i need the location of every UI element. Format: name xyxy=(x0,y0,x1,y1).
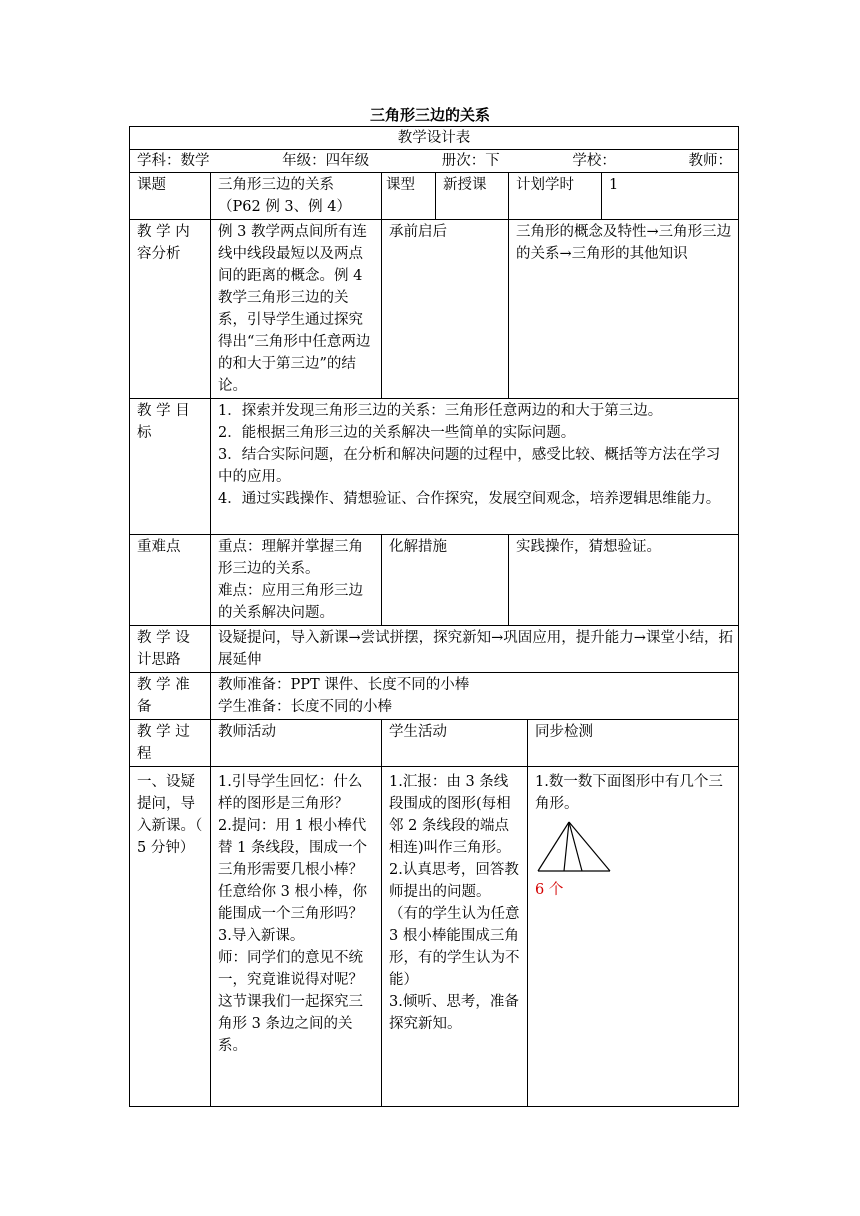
planned-hours-value: 1 xyxy=(602,173,739,220)
stage-one-teacher-activity xyxy=(211,767,382,1107)
teacher-activity-item: 1.引导学生回忆：什么样的图形是三角形？ xyxy=(218,774,363,812)
document-title: 三角形三边的关系 xyxy=(369,106,490,124)
teacher-activity-item: 3.导入新课。 xyxy=(218,928,305,944)
student-activity-item: （有的学生认为任意 3 根小棒能围成三角形，有的学生认为不能） xyxy=(389,906,520,988)
student-activity-item: 1.汇报：由 3 条线段围成的图形(每相邻 2 条线段的端点相连)叫作三角形。 xyxy=(389,774,511,856)
key-points-row xyxy=(130,535,739,626)
content-analysis-label: 教 学 内容分析 xyxy=(130,220,211,399)
design-idea-text: 设疑提问，导入新课→尝试拼摆，探究新知→巩固应用，提升能力→课堂小结，拓展延伸 xyxy=(211,626,739,673)
stage-one-student-activity xyxy=(382,767,528,1107)
check-answer: 6 个 xyxy=(535,882,564,898)
teacher-preparation: 教师准备：PPT 课件、长度不同的小棒 xyxy=(218,677,470,693)
meta-school: 学校： xyxy=(572,153,616,169)
sync-check-header: 同步检测 xyxy=(528,720,739,767)
teacher-activity-item: 师：同学们的意见不统一，究竟谁说得对呢？这节课我们一起探究三角形 3 条边之间的关系。 xyxy=(218,950,363,1054)
triangle-figure xyxy=(535,819,615,875)
key-points-label: 重难点 xyxy=(130,535,211,626)
topic-value: 三角形三边的关系（P62 例 3、例 4） xyxy=(211,173,382,220)
student-activity-header: 学生活动 xyxy=(382,720,528,767)
goal-item: 3．结合实际问题，在分析和解决问题的过程中，感受比较、概括等方法在学习中的应用。 xyxy=(218,447,721,485)
meta-volume: 册次：下 xyxy=(441,153,500,169)
key-point: 重点：理解并掌握三角形三边的关系。 xyxy=(218,539,363,577)
meta-row xyxy=(130,150,739,173)
key-points-cell xyxy=(211,535,382,626)
preparation-cell xyxy=(211,673,739,720)
goals-label: 教 学 目标 xyxy=(130,399,211,535)
difficult-point: 难点：应用三角形三边的关系解决问题。 xyxy=(218,583,363,621)
teacher-activity-item: 2.提问：用 1 根小棒代替 1 条线段，围成一个三角形需要几根小棒？任意给你 3 根小棒，你能围成一个三角形吗？ xyxy=(218,818,367,922)
design-idea-row xyxy=(130,626,739,673)
stage-one-label: 一、设疑提问，导入新课。（ 5 分钟） xyxy=(130,767,211,1107)
meta-subject: 学科：数学 xyxy=(137,153,210,169)
preparation-row xyxy=(130,673,739,720)
topic-label: 课题 xyxy=(130,173,211,220)
content-analysis-row xyxy=(130,220,739,399)
content-analysis-text: 例 3 教学两点间所有连线中线段最短以及两点间的距离的概念。例 4 教学三角形三边的关系，引导学生通过探究得出“三角形中任意两边的和大于第三边”的结论。 xyxy=(211,220,382,399)
lesson-plan-table xyxy=(129,126,739,1107)
table-title-row xyxy=(130,127,739,150)
planned-hours-label: 计划学时 xyxy=(509,173,602,220)
goal-item: 2．能根据三角形三边的关系解决一些简单的实际问题。 xyxy=(218,425,576,441)
design-idea-label: 教 学 设计思路 xyxy=(130,626,211,673)
context-label: 承前启后 xyxy=(382,220,509,399)
process-header-row xyxy=(130,720,739,767)
context-text: 三角形的概念及特性→三角形三边的关系→三角形的其他知识 xyxy=(509,220,739,399)
check-question: 1.数一数下面图形中有几个三角形。 xyxy=(535,774,723,812)
stage-one-row xyxy=(130,767,739,1107)
topic-row xyxy=(130,173,739,220)
goals-row xyxy=(130,399,739,535)
goal-item: 4．通过实践操作、猜想验证、合作探究，发展空间观念，培养逻辑思维能力。 xyxy=(218,491,721,507)
meta-grade: 年级：四年级 xyxy=(282,153,370,169)
meta-teacher: 教师： xyxy=(688,153,732,169)
student-preparation: 学生准备：长度不同的小棒 xyxy=(218,699,392,715)
measures-text: 实践操作，猜想验证。 xyxy=(509,535,739,626)
student-activity-item: 3.倾听、思考，准备探究新知。 xyxy=(389,994,519,1032)
student-activity-item: 2.认真思考，回答教师提出的问题。 xyxy=(389,862,519,900)
table-title: 教学设计表 xyxy=(130,127,739,150)
lesson-type-value: 新授课 xyxy=(436,173,509,220)
process-label: 教 学 过程 xyxy=(130,720,211,767)
stage-one-sync-check xyxy=(528,767,739,1107)
goal-item: 1．探索并发现三角形三边的关系：三角形任意两边的和大于第三边。 xyxy=(218,403,663,419)
goals-list xyxy=(211,399,739,535)
measures-label: 化解措施 xyxy=(382,535,509,626)
preparation-label: 教 学 准备 xyxy=(130,673,211,720)
lesson-type-label: 课型 xyxy=(382,173,436,220)
teacher-activity-header: 教师活动 xyxy=(211,720,382,767)
